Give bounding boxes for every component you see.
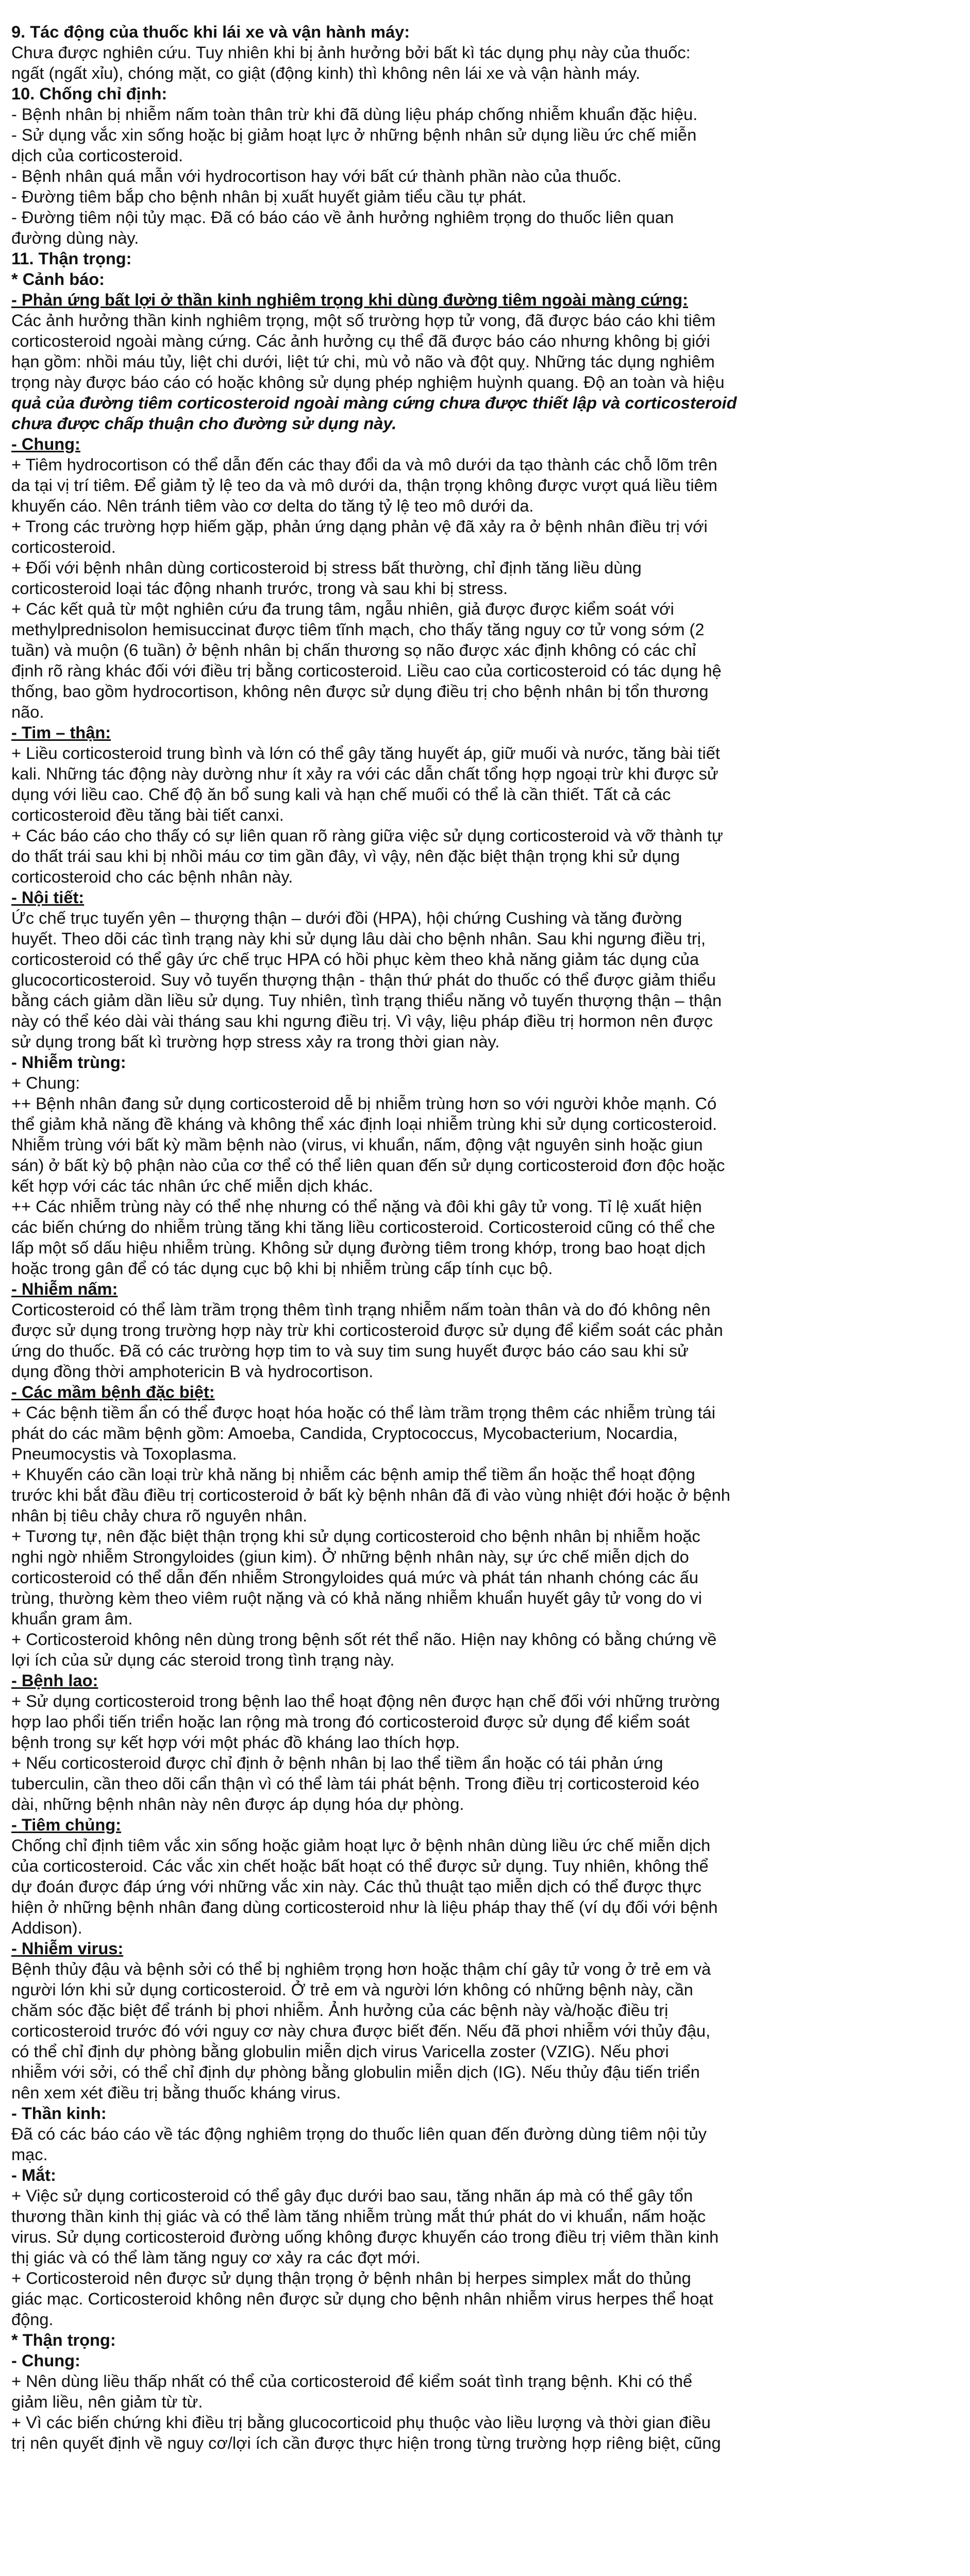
text-line: + Sử dụng corticosteroid trong bệnh lao thể hoạt động nên được hạn chế đối với những trường xyxy=(11,1691,720,1710)
text-line: dịch của corticosteroid. xyxy=(11,146,183,165)
text-line: + Vì các biến chứng khi điều trị bằng glucocorticoid phụ thuộc vào liều lượng và thời gian điều xyxy=(11,2413,711,2432)
text-line: - Sử dụng vắc xin sống hoặc bị giảm hoạt lực ở những bệnh nhân sử dụng liều ức chế miễn xyxy=(11,125,697,144)
text-line: corticosteroid cho các bệnh nhân này. xyxy=(11,867,293,886)
text-line: ngất (ngất xỉu), chóng mặt, co giật (động kinh) thì không nên lái xe và vận hành máy. xyxy=(11,63,640,82)
heading-line: - Các mầm bệnh đặc biệt: xyxy=(11,1382,215,1401)
text-line: hạn gồm: nhồi máu tủy, liệt chi dưới, liệt tứ chi, mù vỏ não và đột quỵ. Những tác dụng nghiêm xyxy=(11,352,715,371)
text-line: hợp lao phổi tiến triển hoặc lan rộng mà trong đó corticosteroid được sử dụng để kiểm soát xyxy=(11,1712,690,1731)
text-line: thương thần kinh thị giác và có thể làm tăng nhiễm trùng mắt thứ phát do vi khuẩn, nấm hoặc xyxy=(11,2207,706,2226)
text-line: trước khi bắt đầu điều trị corticosteroid ở bất kỳ bệnh nhân đã đi vào vùng nhiệt đới hoặc ở bệnh xyxy=(11,1485,730,1504)
text-line: dự đoán được đáp ứng với những vắc xin này. Các thủ thuật tạo miễn dịch có thể được thực xyxy=(11,1877,701,1896)
text-line: trị nên quyết định về nguy cơ/lợi ích cần được thực hiện trong từng trường hợp riêng biệt, cũng xyxy=(11,2433,721,2452)
text-line: + Tiêm hydrocortison có thể dẫn đến các thay đổi da và mô dưới da tạo thành các chỗ lõm trên xyxy=(11,455,717,474)
text-line: động. xyxy=(11,2310,54,2329)
text-line: Addison). xyxy=(11,1918,82,1937)
text-line: - Bệnh nhân bị nhiễm nấm toàn thân trừ khi đã dùng liệu pháp chống nhiễm khuẩn đặc hiệu. xyxy=(11,105,698,124)
text-line: tuberculin, cần theo dõi cẩn thận vì có thể làm tái phát bệnh. Trong điều trị corticosteroid kéo xyxy=(11,1774,699,1793)
text-line: mạc. xyxy=(11,2145,48,2164)
text-line: ++ Các nhiễm trùng này có thể nhẹ nhưng có thể nặng và đôi khi gây tử vong. Tỉ lệ xuất hiện xyxy=(11,1197,702,1216)
heading-line: 11. Thận trọng: xyxy=(11,249,132,268)
text-line: - Bệnh nhân quá mẫn với hydrocortison hay với bất cứ thành phần nào của thuốc. xyxy=(11,166,622,185)
text-line: thị giác và có thể làm tăng nguy cơ xảy ra các đợt mới. xyxy=(11,2248,421,2267)
text-line: tuần) và muộn (6 tuần) ở bệnh nhân bị chấn thương sọ não được xác định không có các chỉ xyxy=(11,640,696,659)
text-line: corticosteroid ngoài màng cứng. Các ảnh hưởng cụ thể đã được báo cáo nhưng không bị giới xyxy=(11,331,710,350)
heading-line: - Nhiễm nấm: xyxy=(11,1279,118,1298)
text-line: chăm sóc đặc biệt để tránh bị phơi nhiễm. Ảnh hưởng của các bệnh này và/hoặc điều trị xyxy=(11,2001,668,2020)
text-line: của corticosteroid. Các vắc xin chết hoặc bất hoạt có thể được sử dụng. Tuy nhiên, không thể xyxy=(11,1856,709,1875)
heading-line: 10. Chống chỉ định: xyxy=(11,84,168,103)
text-line: ++ Bệnh nhân đang sử dụng corticosteroid dễ bị nhiễm trùng hơn so với người khỏe mạnh. Có xyxy=(11,1094,717,1113)
text-line: được sử dụng trong trường hợp này trừ khi corticosteroid được sử dụng để kiểm soát các phản xyxy=(11,1320,723,1340)
text-line: trọng này được báo cáo có hoặc không sử dụng phép nghiệm huỳnh quang. Độ an toàn và hiệu xyxy=(11,372,725,392)
text-line: corticosteroid đều tăng bài tiết canxi. xyxy=(11,805,284,824)
text-line: kết hợp với các tác nhân ức chế miễn dịch khác. xyxy=(11,1176,373,1195)
text-line: virus. Sử dụng corticosteroid đường uống không được khuyến cáo trong điều trị viêm thần kinh xyxy=(11,2227,719,2246)
text-line: + Khuyến cáo cần loại trừ khả năng bị nhiễm các bệnh amip thể tiềm ẩn hoặc thể hoạt động xyxy=(11,1465,695,1484)
text-line: sử dụng trong bất kì trường hợp stress xảy ra trong thời gian này. xyxy=(11,1032,500,1051)
heading-line: - Phản ứng bất lợi ở thần kinh nghiêm trọng khi dùng đường tiêm ngoài màng cứng: xyxy=(11,290,689,309)
text-line: corticosteroid trước đó với nguy cơ này chưa được biết đến. Nếu đã phơi nhiễm với thủy đậu, xyxy=(11,2021,711,2040)
text-line: Pneumocystis và Toxoplasma. xyxy=(11,1444,237,1463)
text-line: + Corticosteroid nên được sử dụng thận trọng ở bệnh nhân bị herpes simplex mắt do thủng xyxy=(11,2268,691,2287)
text-line: thống, bao gồm hydrocortison, không nên được sử dụng điều trị cho bệnh nhân bị tổn thương xyxy=(11,682,709,701)
text-line: hiện ở những bệnh nhân đang dùng corticosteroid như là liệu pháp thay thế (ví dụ đối với bệnh xyxy=(11,1897,718,1917)
text-line: lợi ích của sử dụng các steroid trong tình trạng này. xyxy=(11,1650,395,1669)
text-line: + Các báo cáo cho thấy có sự liên quan rõ ràng giữa việc sử dụng corticosteroid và vỡ thành tự xyxy=(11,826,723,845)
heading-line: - Nội tiết: xyxy=(11,888,85,907)
text-line: kali. Những tác động này dường như ít xảy ra với các dẫn chất tổng hợp ngoại trừ khi được sử xyxy=(11,764,718,783)
text-line: nên xem xét điều trị bằng thuốc kháng virus. xyxy=(11,2083,341,2102)
text-line: các biến chứng do nhiễm trùng tăng khi tăng liều corticosteroid. Corticosteroid cũng có thể che xyxy=(11,1217,715,1236)
text-line: + Liều corticosteroid trung bình và lớn có thể gây tăng huyết áp, giữ muối và nước, tăng bài tiết xyxy=(11,743,720,762)
text-line: - Đường tiêm bắp cho bệnh nhân bị xuất huyết giảm tiểu cầu tự phát. xyxy=(11,187,527,206)
heading-line: - Tim – thận: xyxy=(11,723,111,742)
text-line: + Tương tự, nên đặc biệt thận trọng khi sử dụng corticosteroid cho bệnh nhân bị nhiễm hoặc xyxy=(11,1527,700,1546)
text-line: methylprednisolon hemisuccinat được tiêm tĩnh mạch, cho thấy tăng nguy cơ tử vong sớm (2 xyxy=(11,620,705,639)
text-line: đường dùng này. xyxy=(11,228,139,247)
heading-line: quả của đường tiêm corticosteroid ngoài màng cứng chưa được thiết lập và corticosteroid xyxy=(11,393,737,412)
text-line: - Đường tiêm nội tủy mạc. Đã có báo cáo về ảnh hưởng nghiêm trọng do thuốc liên quan xyxy=(11,208,674,227)
heading-line: - Thần kinh: xyxy=(11,2104,107,2123)
text-line: Ức chế trục tuyến yên – thượng thận – dưới đồi (HPA), hội chứng Cushing và tăng đường xyxy=(11,908,682,927)
text-line: huyết. Theo dõi các tình trạng này khi sử dụng lâu dài cho bệnh nhân. Sau khi ngưng điều trị, xyxy=(11,929,706,948)
text-line: hoặc trong gân để có tác dụng cục bộ khi bị nhiễm trùng cấp tính cục bộ. xyxy=(11,1259,553,1278)
text-line: + Nếu corticosteroid được chỉ định ở bệnh nhân bị lao thể tiềm ẩn hoặc có tái phản ứng xyxy=(11,1753,663,1772)
text-line: khuẩn gram âm. xyxy=(11,1609,133,1628)
text-line: nhân bị tiêu chảy chưa rõ nguyên nhân. xyxy=(11,1506,308,1525)
text-line: bằng cách giảm dần liều sử dụng. Tuy nhiên, tình trạng thiểu năng vỏ tuyến thượng thận – thận xyxy=(11,991,722,1010)
heading-line: * Thận trọng: xyxy=(11,2330,116,2349)
text-line: nhiễm với sởi, có thể chỉ định dự phòng bằng globulin miễn dịch (IG). Nếu thủy đậu tiến triển xyxy=(11,2062,700,2081)
text-line: này có thể kéo dài vài tháng sau khi ngưng điều trị. Vì vậy, liệu pháp điều trị hormon nên được xyxy=(11,1011,713,1030)
heading-line: - Nhiễm virus: xyxy=(11,1939,124,1958)
text-line: + Đối với bệnh nhân dùng corticosteroid bị stress bất thường, chỉ định tăng liều dùng xyxy=(11,558,642,577)
text-line: giảm liều, nên giảm từ từ. xyxy=(11,2392,203,2411)
text-line: khuyến cáo. Nên tránh tiêm vào cơ delta do tăng tỷ lệ teo mô dưới da. xyxy=(11,496,534,515)
text-line: phát do các mầm bệnh gồm: Amoeba, Candida, Cryptococcus, Mycobacterium, Nocardia, xyxy=(11,1423,678,1443)
text-line: corticosteroid có thể gây ức chế trục HPA có hồi phục kèm theo khả năng giảm tác dụng của xyxy=(11,950,699,969)
heading-line: - Chung: xyxy=(11,2351,80,2370)
heading-line: - Chung: xyxy=(11,434,80,453)
text-line: corticosteroid loại tác động nhanh trước, trong và sau khi bị stress. xyxy=(11,579,508,598)
text-line: Chưa được nghiên cứu. Tuy nhiên khi bị ảnh hưởng bởi bất kì tác dụng phụ này của thuốc: xyxy=(11,43,691,62)
text-line: + Nên dùng liều thấp nhất có thể của corticosteroid để kiểm soát tình trạng bệnh. Khi có thể xyxy=(11,2371,693,2391)
heading-line: - Nhiễm trùng: xyxy=(11,1053,126,1072)
text-line: lấp một số dấu hiệu nhiễm trùng. Không sử dụng đường tiêm trong khớp, trong bao hoạt dịch xyxy=(11,1238,706,1257)
heading-line: - Tiêm chủng: xyxy=(11,1815,121,1834)
text-line: trùng, thường kèm theo viêm ruột nặng và có khả năng nhiễm khuẩn huyết gây tử vong do vi xyxy=(11,1588,702,1607)
text-line: + Trong các trường hợp hiếm gặp, phản ứng dạng phản vệ đã xảy ra ở bệnh nhân điều trị với xyxy=(11,517,708,536)
heading-line: - Bệnh lao: xyxy=(11,1671,98,1690)
text-line: Bệnh thủy đậu và bệnh sởi có thể bị nghiêm trọng hơn hoặc thậm chí gây tử vong ở trẻ em và xyxy=(11,1959,711,1978)
heading-line: 9. Tác động của thuốc khi lái xe và vận hành máy: xyxy=(11,22,410,41)
text-line: dài, những bệnh nhân này nên được áp dụng hóa dự phòng. xyxy=(11,1794,464,1814)
text-line: nghi ngờ nhiễm Strongyloides (giun kim). Ở những bệnh nhân này, sự ức chế miễn dịch do xyxy=(11,1547,689,1566)
text-line: + Các bệnh tiềm ẩn có thể được hoạt hóa hoặc có thể làm trầm trọng thêm các nhiễm trùng tái xyxy=(11,1403,716,1422)
text-line: dụng đồng thời amphotericin B và hydrocortison. xyxy=(11,1362,374,1381)
text-line: Đã có các báo cáo về tác động nghiêm trọng do thuốc liên quan đến đường dùng tiêm nội tủy xyxy=(11,2124,707,2143)
text-line: ứng do thuốc. Đã có các trường hợp tim to và suy tim sung huyết được báo cáo sau khi sử xyxy=(11,1341,689,1360)
text-line: giác mạc. Corticosteroid không nên được sử dụng cho bệnh nhân nhiễm virus herpes thể hoạt xyxy=(11,2289,713,2308)
text-line: corticosteroid. xyxy=(11,537,116,556)
heading-line: - Mắt: xyxy=(11,2165,56,2184)
text-line: Các ảnh hưởng thần kinh nghiêm trọng, một số trường hợp tử vong, đã được báo cáo khi tiêm xyxy=(11,311,716,330)
text-line: + Việc sử dụng corticosteroid có thể gây đục dưới bao sau, tăng nhãn áp mà có thể gây tổn xyxy=(11,2186,693,2205)
heading-line: chưa được chấp thuận cho đường sử dụng này. xyxy=(11,414,397,433)
text-line: + Corticosteroid không nên dùng trong bệnh sốt rét thể não. Hiện nay không có bằng chứng về xyxy=(11,1630,717,1649)
text-line: + Chung: xyxy=(11,1073,80,1092)
text-line: sán) ở bất kỳ bộ phận nào của cơ thể có thể liên quan đến sử dụng corticosteroid đơn độc hoặc xyxy=(11,1156,725,1175)
text-line: thể giảm khả năng đề kháng và không thể xác định loại nhiễm trùng khi sử dụng corticosteroid. xyxy=(11,1114,717,1133)
text-line: não. xyxy=(11,702,44,721)
text-line: corticosteroid có thể dẫn đến nhiễm Strongyloides quá mức và phát tán nhanh chóng các ấu xyxy=(11,1568,699,1587)
text-line: Chống chỉ định tiêm vắc xin sống hoặc giảm hoạt lực ở bệnh nhân dùng liều ức chế miễn dịch xyxy=(11,1836,711,1855)
document-page xyxy=(11,22,959,2453)
text-line: định rõ ràng khác đối với điều trị bằng corticosteroid. Liều cao của corticosteroid có tác dụng hệ xyxy=(11,661,722,680)
text-line: có thể chỉ định dự phòng bằng globulin miễn dịch virus Varicella zoster (VZIG). Nếu phơi xyxy=(11,2042,669,2061)
text-line: do thất trái sau khi bị nhồi máu cơ tim gần đây, vì vậy, nên đặc biệt thận trọng khi sử dụng xyxy=(11,846,680,866)
heading-line: * Cảnh báo: xyxy=(11,269,105,289)
text-line: người lớn khi sử dụng corticosteroid. Ở trẻ em và người lớn không có những bệnh này, cần xyxy=(11,1980,693,1999)
text-line: dụng với liều cao. Chế độ ăn bổ sung kali và hạn chế muối có thể là cần thiết. Tất cả các xyxy=(11,785,671,804)
text-line: + Các kết quả từ một nghiên cứu đa trung tâm, ngẫu nhiên, giả được được kiểm soát với xyxy=(11,599,674,618)
text-line: glucocorticosteroid. Suy vỏ tuyến thượng thận - thận thứ phát do thuốc có thể được giảm thiểu xyxy=(11,970,716,989)
text-line: Corticosteroid có thể làm trầm trọng thêm tình trạng nhiễm nấm toàn thân và do đó không nên xyxy=(11,1300,711,1319)
text-line: bệnh trong sự kết hợp với một phác đồ kháng lao thích hợp. xyxy=(11,1733,460,1752)
text-line: da tại vị trí tiêm. Để giảm tỷ lệ teo da và mô dưới da, thận trọng không được vượt quá liều tiêm xyxy=(11,476,717,495)
text-line: Nhiễm trùng với bất kỳ mầm bệnh nào (virus, vi khuẩn, nấm, động vật nguyên sinh hoặc giun xyxy=(11,1135,703,1154)
